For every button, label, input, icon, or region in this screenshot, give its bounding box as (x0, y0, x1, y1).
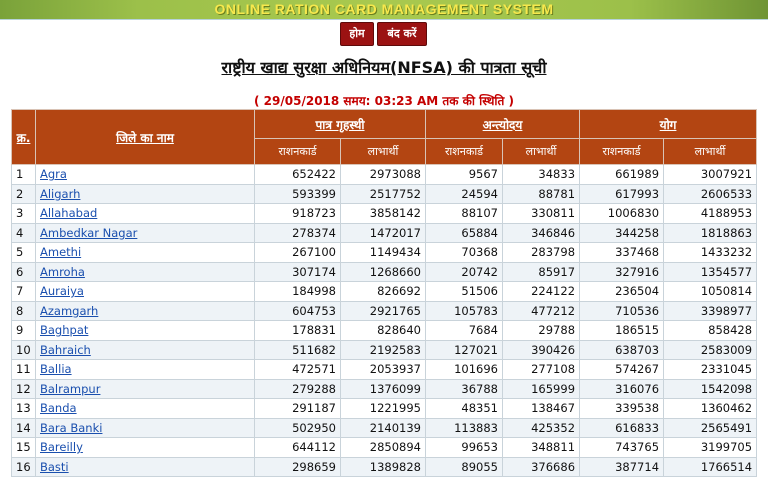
nfsa-eligibility-table (11, 109, 757, 477)
district-cell (36, 360, 255, 380)
district-link[interactable]: Bahraich (40, 342, 91, 357)
district-link[interactable]: Basti (40, 459, 69, 474)
table-row (12, 399, 757, 419)
row-antyodaya-beneficiaries: 425352 (503, 418, 580, 438)
row-antyodaya-beneficiaries: 348811 (503, 438, 580, 458)
district-cell (36, 184, 255, 204)
row-antyodaya-ration-cards: 127021 (426, 340, 503, 360)
row-total-ration-cards: 186515 (580, 321, 664, 341)
district-link[interactable]: Aligarh (40, 186, 81, 201)
row-total-beneficiaries: 3007921 (664, 165, 757, 185)
row-antyodaya-beneficiaries: 29788 (503, 321, 580, 341)
header-district-name[interactable]: जिले का नाम (36, 110, 255, 165)
subheader-ration-card: राशनकार्ड (580, 139, 664, 165)
table-body (12, 165, 757, 477)
row-antyodaya-ration-cards: 89055 (426, 457, 503, 477)
district-cell (36, 379, 255, 399)
row-sno: 10 (12, 340, 36, 360)
row-antyodaya-beneficiaries: 330811 (503, 204, 580, 224)
row-total-beneficiaries: 1542098 (664, 379, 757, 399)
table-row (12, 165, 757, 185)
row-sno: 7 (12, 282, 36, 302)
row-antyodaya-ration-cards: 9567 (426, 165, 503, 185)
row-eligible-beneficiaries: 1389828 (341, 457, 426, 477)
row-eligible-beneficiaries: 1149434 (341, 243, 426, 263)
table-row (12, 340, 757, 360)
row-eligible-ration-cards: 298659 (255, 457, 341, 477)
district-link[interactable]: Ambedkar Nagar (40, 225, 138, 240)
row-total-ration-cards: 337468 (580, 243, 664, 263)
row-total-beneficiaries: 1050814 (664, 282, 757, 302)
row-antyodaya-beneficiaries: 165999 (503, 379, 580, 399)
row-total-beneficiaries: 4188953 (664, 204, 757, 224)
row-total-ration-cards: 344258 (580, 223, 664, 243)
status-timestamp: ( 29/05/2018 समय: 03:23 AM तक की स्थिति ) (254, 94, 514, 108)
row-total-ration-cards: 1006830 (580, 204, 664, 224)
row-eligible-beneficiaries: 826692 (341, 282, 426, 302)
row-total-ration-cards: 574267 (580, 360, 664, 380)
table-row (12, 262, 757, 282)
row-sno: 13 (12, 399, 36, 419)
row-antyodaya-beneficiaries: 138467 (503, 399, 580, 419)
district-cell (36, 165, 255, 185)
district-link[interactable]: Ballia (40, 362, 72, 377)
row-eligible-beneficiaries: 2192583 (341, 340, 426, 360)
row-sno: 15 (12, 438, 36, 458)
district-link[interactable]: Auraiya (40, 284, 84, 299)
table-row (12, 301, 757, 321)
row-eligible-beneficiaries: 1376099 (341, 379, 426, 399)
subheader-ration-card: राशनकार्ड (426, 139, 503, 165)
row-sno: 14 (12, 418, 36, 438)
district-link[interactable]: Amroha (40, 264, 85, 279)
district-cell (36, 282, 255, 302)
row-sno: 11 (12, 360, 36, 380)
row-eligible-beneficiaries: 2973088 (341, 165, 426, 185)
row-total-beneficiaries: 1766514 (664, 457, 757, 477)
row-antyodaya-ration-cards: 20742 (426, 262, 503, 282)
table-row (12, 379, 757, 399)
row-antyodaya-beneficiaries: 376686 (503, 457, 580, 477)
row-eligible-ration-cards: 178831 (255, 321, 341, 341)
row-sno: 1 (12, 165, 36, 185)
row-antyodaya-beneficiaries: 88781 (503, 184, 580, 204)
table-row (12, 282, 757, 302)
row-antyodaya-ration-cards: 24594 (426, 184, 503, 204)
row-eligible-ration-cards: 593399 (255, 184, 341, 204)
subheader-ration-card: राशनकार्ड (255, 139, 341, 165)
row-total-beneficiaries: 2331045 (664, 360, 757, 380)
row-antyodaya-ration-cards: 101696 (426, 360, 503, 380)
district-cell (36, 340, 255, 360)
row-eligible-ration-cards: 511682 (255, 340, 341, 360)
row-antyodaya-ration-cards: 113883 (426, 418, 503, 438)
row-total-beneficiaries: 2583009 (664, 340, 757, 360)
row-antyodaya-beneficiaries: 283798 (503, 243, 580, 263)
district-cell (36, 301, 255, 321)
row-total-ration-cards: 316076 (580, 379, 664, 399)
row-sno: 8 (12, 301, 36, 321)
table-row (12, 418, 757, 438)
header-eligible-household: पात्र गृहस्थी (255, 110, 426, 139)
row-total-ration-cards: 327916 (580, 262, 664, 282)
row-eligible-beneficiaries: 1268660 (341, 262, 426, 282)
district-link[interactable]: Banda (40, 401, 77, 416)
district-link[interactable]: Bareilly (40, 440, 83, 455)
row-antyodaya-ration-cards: 36788 (426, 379, 503, 399)
header-total: योग (580, 110, 757, 139)
table-row (12, 438, 757, 458)
row-total-beneficiaries: 2565491 (664, 418, 757, 438)
table-row (12, 321, 757, 341)
row-total-beneficiaries: 858428 (664, 321, 757, 341)
row-antyodaya-ration-cards: 7684 (426, 321, 503, 341)
row-sno: 3 (12, 204, 36, 224)
row-eligible-ration-cards: 278374 (255, 223, 341, 243)
header-banner (0, 0, 768, 20)
header-sno[interactable]: क्र. (12, 110, 36, 165)
row-total-ration-cards: 339538 (580, 399, 664, 419)
district-link[interactable]: Allahabad (40, 206, 98, 221)
table-row (12, 223, 757, 243)
row-eligible-ration-cards: 184998 (255, 282, 341, 302)
row-antyodaya-ration-cards: 70368 (426, 243, 503, 263)
row-sno: 12 (12, 379, 36, 399)
district-cell (36, 223, 255, 243)
row-sno: 2 (12, 184, 36, 204)
table-row (12, 184, 757, 204)
home-button[interactable]: होम (340, 22, 374, 46)
row-total-ration-cards: 661989 (580, 165, 664, 185)
row-total-beneficiaries: 1818863 (664, 223, 757, 243)
district-cell (36, 262, 255, 282)
row-total-beneficiaries: 1433232 (664, 243, 757, 263)
row-eligible-ration-cards: 604753 (255, 301, 341, 321)
row-antyodaya-beneficiaries: 85917 (503, 262, 580, 282)
district-link[interactable]: Azamgarh (40, 303, 99, 318)
subheader-beneficiary: लाभार्थी (341, 139, 426, 165)
table-row (12, 243, 757, 263)
table-row (12, 204, 757, 224)
district-link[interactable]: Bara Banki (40, 420, 103, 435)
row-eligible-beneficiaries: 1472017 (341, 223, 426, 243)
row-antyodaya-beneficiaries: 477212 (503, 301, 580, 321)
row-antyodaya-ration-cards: 65884 (426, 223, 503, 243)
row-antyodaya-beneficiaries: 277108 (503, 360, 580, 380)
row-eligible-beneficiaries: 2517752 (341, 184, 426, 204)
page-title: राष्ट्रीय खाद्य सुरक्षा अधिनियम(NFSA) की पात्रता सूची (221, 58, 547, 77)
district-cell (36, 204, 255, 224)
district-cell (36, 243, 255, 263)
district-cell (36, 399, 255, 419)
row-antyodaya-beneficiaries: 224122 (503, 282, 580, 302)
row-total-ration-cards: 616833 (580, 418, 664, 438)
row-total-ration-cards: 710536 (580, 301, 664, 321)
row-antyodaya-beneficiaries: 346846 (503, 223, 580, 243)
row-total-ration-cards: 638703 (580, 340, 664, 360)
table-row (12, 360, 757, 380)
row-total-beneficiaries: 1354577 (664, 262, 757, 282)
row-eligible-beneficiaries: 2053937 (341, 360, 426, 380)
row-antyodaya-beneficiaries: 34833 (503, 165, 580, 185)
row-total-ration-cards: 236504 (580, 282, 664, 302)
district-cell (36, 438, 255, 458)
district-link[interactable]: Amethi (40, 245, 82, 260)
row-eligible-beneficiaries: 2921765 (341, 301, 426, 321)
subheader-beneficiary: लाभार्थी (664, 139, 757, 165)
district-link[interactable]: Baghpat (40, 323, 89, 338)
close-button[interactable]: बंद करें (377, 22, 427, 46)
row-eligible-ration-cards: 644112 (255, 438, 341, 458)
row-antyodaya-ration-cards: 88107 (426, 204, 503, 224)
row-eligible-ration-cards: 267100 (255, 243, 341, 263)
district-link[interactable]: Balrampur (40, 381, 101, 396)
row-total-beneficiaries: 3199705 (664, 438, 757, 458)
row-eligible-beneficiaries: 2140139 (341, 418, 426, 438)
row-sno: 6 (12, 262, 36, 282)
row-antyodaya-ration-cards: 48351 (426, 399, 503, 419)
header-antyodaya: अन्त्योदय (426, 110, 580, 139)
row-sno: 9 (12, 321, 36, 341)
row-antyodaya-ration-cards: 99653 (426, 438, 503, 458)
row-eligible-beneficiaries: 1221995 (341, 399, 426, 419)
row-sno: 16 (12, 457, 36, 477)
row-total-ration-cards: 743765 (580, 438, 664, 458)
row-eligible-ration-cards: 652422 (255, 165, 341, 185)
row-antyodaya-ration-cards: 105783 (426, 301, 503, 321)
row-sno: 5 (12, 243, 36, 263)
row-total-beneficiaries: 2606533 (664, 184, 757, 204)
row-antyodaya-ration-cards: 51506 (426, 282, 503, 302)
row-total-ration-cards: 387714 (580, 457, 664, 477)
row-eligible-ration-cards: 291187 (255, 399, 341, 419)
row-antyodaya-beneficiaries: 390426 (503, 340, 580, 360)
row-eligible-beneficiaries: 3858142 (341, 204, 426, 224)
row-eligible-beneficiaries: 828640 (341, 321, 426, 341)
row-eligible-beneficiaries: 2850894 (341, 438, 426, 458)
subheader-beneficiary: लाभार्थी (503, 139, 580, 165)
row-total-beneficiaries: 1360462 (664, 399, 757, 419)
row-eligible-ration-cards: 918723 (255, 204, 341, 224)
row-eligible-ration-cards: 502950 (255, 418, 341, 438)
district-cell (36, 418, 255, 438)
row-eligible-ration-cards: 472571 (255, 360, 341, 380)
row-total-beneficiaries: 3398977 (664, 301, 757, 321)
district-link[interactable]: Agra (40, 167, 67, 182)
app-title: ONLINE RATION CARD MANAGEMENT SYSTEM (214, 1, 554, 17)
row-eligible-ration-cards: 279288 (255, 379, 341, 399)
district-cell (36, 321, 255, 341)
row-eligible-ration-cards: 307174 (255, 262, 341, 282)
row-total-ration-cards: 617993 (580, 184, 664, 204)
row-sno: 4 (12, 223, 36, 243)
